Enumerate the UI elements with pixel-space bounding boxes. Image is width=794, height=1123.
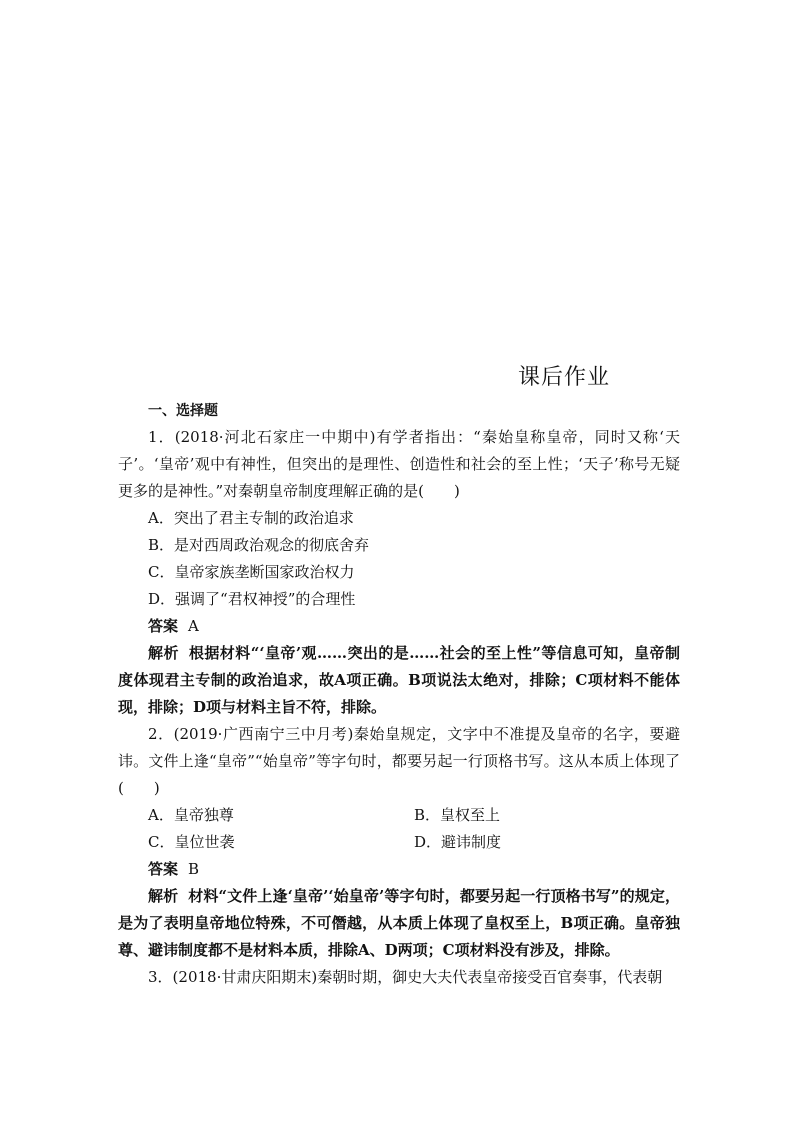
answer-label: 答案 [148, 617, 179, 635]
question-2-options-row-1 [148, 802, 680, 829]
question-2-option-b: B．皇权至上 [414, 806, 501, 824]
question-2-options-row-2 [148, 829, 680, 856]
question-1-answer [148, 613, 680, 640]
section-heading: 一、选择题 [148, 403, 218, 419]
question-2-option-d: D．避讳制度 [414, 833, 502, 851]
content-body [118, 400, 680, 991]
question-1-option-c: C．皇帝家族垄断国家政治权力 [148, 563, 355, 581]
question-1-analysis [118, 640, 680, 721]
question-2-option-c: C．皇位世袭 [148, 833, 235, 851]
question-1-stem: 1．(2018·河北石家庄一中期中)有学者指出：“秦始皇称皇帝，同时又称‘天子’。‘皇帝’观中有神性，但突出的是理性、创造性和社会的至上性；‘天子’称号无疑更多的是神性。”对秦朝皇帝制度理解正确的是( ) [118, 428, 680, 500]
question-2-option-a: A．皇帝独尊 [148, 806, 234, 824]
question-1-option-d: D．强调了“君权神授”的合理性 [148, 590, 356, 608]
analysis-label: 解析 [148, 644, 179, 662]
answer-value: B [188, 860, 200, 878]
analysis-text: 根据材料“‘皇帝’观……突出的是……社会的至上性”等信息可知，皇帝制度体现君主专制的政治追求，故A项正确。B项说法太绝对，排除；C项材料不能体现，排除；D项与材料主旨不符，排除。 [118, 644, 680, 716]
page-title: 课后作业 [518, 365, 611, 390]
question-1-option-b: B．是对西周政治观念的彻底舍弃 [148, 536, 370, 554]
answer-label: 答案 [148, 860, 179, 878]
question-2-stem: 2．(2019·广西南宁三中月考)秦始皇规定，文字中不准提及皇帝的名字，要避讳。文件上逢“皇帝”“始皇帝”等字句时，都要另起一行顶格书写。这从本质上体现了( ) [118, 725, 680, 797]
question-2-analysis [118, 883, 680, 964]
analysis-label: 解析 [148, 887, 179, 905]
answer-value: A [188, 617, 199, 635]
question-1-option-a: A．突出了君主专制的政治追求 [148, 509, 354, 527]
question-2-answer [148, 856, 680, 883]
analysis-text: 材料“文件上逢‘皇帝’‘始皇帝’等字句时，都要另起一行顶格书写”的规定，是为了表明皇帝地位特殊，不可僭越，从本质上体现了皇权至上，B项正确。皇帝独尊、避讳制度都不是材料本质，排除A、D两项；C项材料没有涉及，排除。 [118, 887, 680, 959]
question-3-stem: 3．(2018·甘肃庆阳期末)秦朝时期，御史大夫代表皇帝接受百官奏事，代表朝 [148, 968, 663, 986]
